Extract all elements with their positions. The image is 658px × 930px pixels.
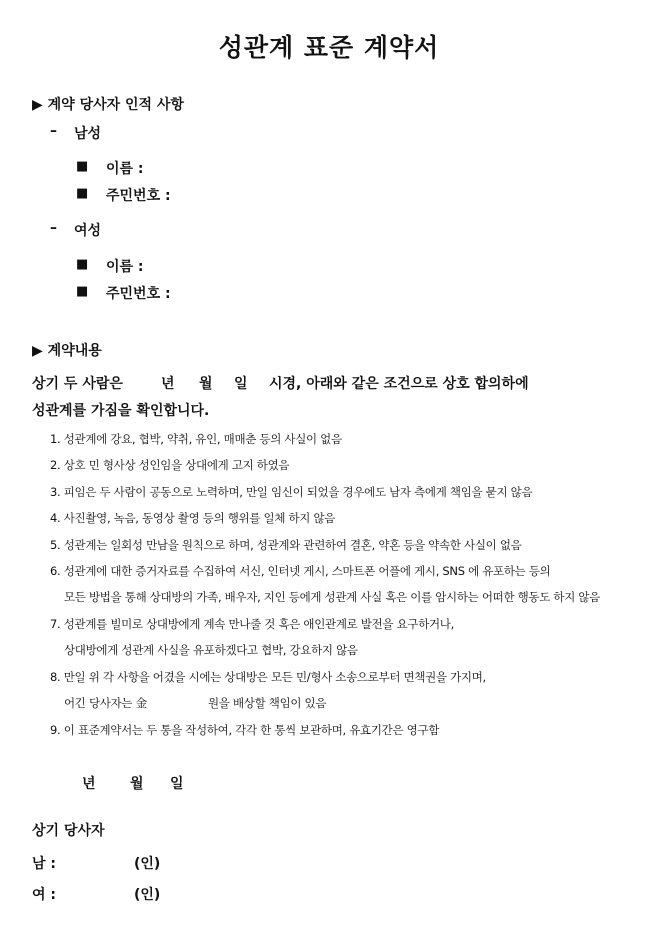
female-name-bullet: ■	[76, 257, 89, 272]
clause-5: 5. 성관계는 일회성 만남을 원칙으로 하며, 성관계와 관련하여 결혼, 약혼 등을 약속한 사실이 없음	[50, 538, 522, 552]
intro-line2: 성관계를 가짐을 확인합니다.	[32, 403, 210, 419]
clause-3: 3. 피임은 두 사람이 공동으로 노력하며, 만일 임신이 되었을 경우에도 남자 측에게 책임을 묻지 않음	[50, 485, 533, 499]
clause-8-line2-prefix: 어긴 당사자는 金	[64, 696, 147, 710]
clause-8-line2-suffix: 원을 배상할 책임이 있음	[208, 696, 327, 710]
female-id-label: 주민번호 :	[106, 286, 171, 302]
female-id-bullet: ■	[76, 284, 89, 299]
intro-prefix: 상기 두 사람은	[32, 376, 123, 392]
male-dash: –	[50, 123, 57, 139]
date-day: 일	[170, 776, 184, 792]
male-name-bullet: ■	[76, 159, 89, 174]
document-title: 성관계 표준 계약서	[218, 33, 440, 62]
male-seal: (인)	[134, 856, 161, 872]
male-name-label: 이름 :	[106, 161, 144, 177]
intro-suffix: 시경, 아래와 같은 조건으로 상호 합의하에	[269, 376, 529, 392]
contract-section-heading: ▶ 계약내용	[32, 343, 102, 359]
date-month: 월	[130, 776, 144, 792]
clause-2: 2. 상호 민 형사상 성인임을 상대에게 고지 하였음	[50, 458, 290, 472]
clause-7-line1: 7. 성관계를 빌미로 상대방에게 계속 만나줄 것 혹은 애인관계로 발전을 요구하거나,	[50, 617, 454, 631]
female-name-label: 이름 :	[106, 259, 144, 275]
male-id-bullet: ■	[76, 186, 89, 201]
signatures-heading: 상기 당사자	[32, 823, 105, 839]
clause-8-line1: 8. 만일 위 각 사항을 어겼을 시에는 상대방은 모든 민/형사 소송으로부터 면책권을 가지며,	[50, 670, 486, 684]
clause-1: 1. 성관계에 강요, 협박, 약취, 유인, 매매춘 등의 사실이 없음	[50, 432, 342, 446]
clause-6-line1: 6. 성관계에 대한 증거자료를 수집하여 서신, 인터넷 게시, 스마트폰 어플에 게시, SNS 에 유포하는 등의	[50, 564, 551, 578]
party-section-heading: ▶ 계약 당사자 인적 사항	[32, 97, 184, 113]
clause-6-line2: 모든 방법을 통해 상대방의 가족, 배우자, 지인 등에게 성관계 사실 혹은 이를 암시하는 어떠한 행동도 하지 않음	[64, 590, 600, 604]
date-year: 년	[82, 776, 96, 792]
clause-7-line2: 상대방에게 성관계 사실을 유포하겠다고 협박, 강요하지 않음	[64, 643, 358, 657]
male-label: 남성	[74, 126, 102, 142]
male-signature-label: 남 :	[32, 856, 56, 872]
intro-month: 월	[199, 376, 213, 392]
female-dash: –	[50, 220, 57, 236]
female-signature-label: 여 :	[32, 887, 56, 903]
male-id-label: 주민번호 :	[106, 188, 171, 204]
female-label: 여성	[74, 223, 102, 239]
intro-year: 년	[161, 376, 175, 392]
clause-4: 4. 사진촬영, 녹음, 동영상 촬영 등의 행위를 일체 하지 않음	[50, 511, 336, 525]
female-seal: (인)	[134, 887, 161, 903]
intro-day: 일	[234, 376, 248, 392]
clause-9: 9. 이 표준계약서는 두 통을 작성하여, 각각 한 통씩 보관하며, 유효기간은 영구함	[50, 723, 440, 737]
